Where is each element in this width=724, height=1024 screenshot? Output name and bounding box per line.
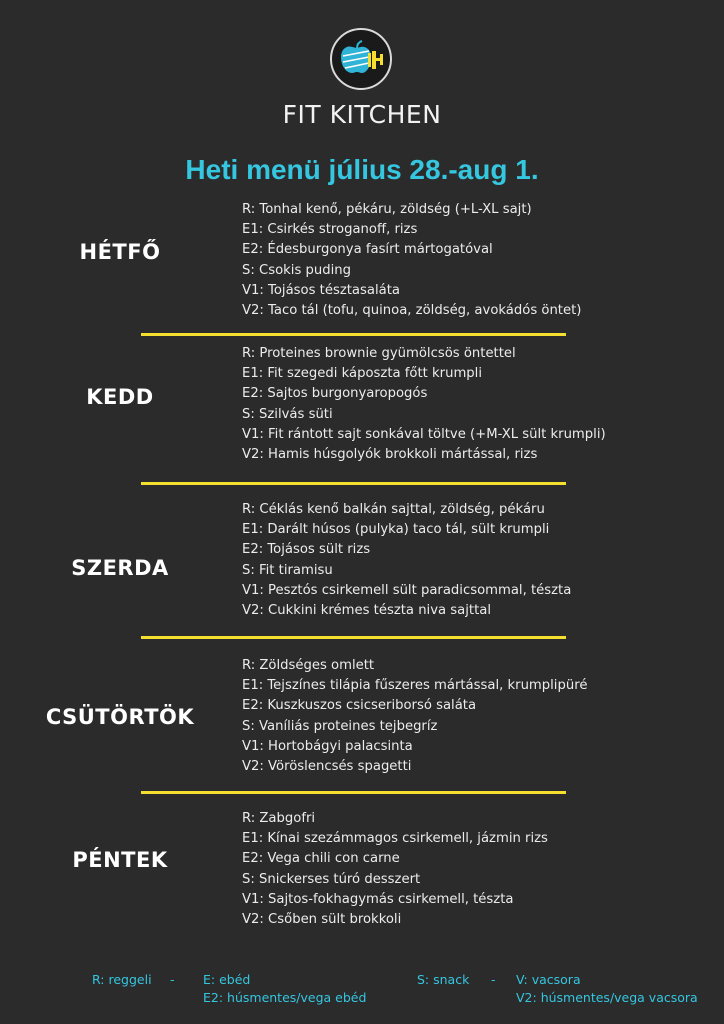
meal-item: V2: Csőben sült brokkoli <box>242 912 402 928</box>
meal-item: E2: Édesburgonya fasírt mártogatóval <box>242 242 493 258</box>
meal-item: S: Csokis puding <box>242 262 352 278</box>
meal-item: S: Fit tiramisu <box>242 562 333 578</box>
legend-reggeli: R: reggeli <box>92 972 152 987</box>
meal-item: S: Szilvás süti <box>242 406 333 422</box>
meal-item: V2: Cukkini krémes tészta niva sajttal <box>242 603 491 619</box>
legend-vacsora-vega: V2: húsmentes/vega vacsora <box>516 990 698 1005</box>
meal-item: V1: Sajtos-fokhagymás csirkemell, tészta <box>242 891 514 907</box>
brand-logo <box>330 28 392 90</box>
separator-line <box>141 482 566 485</box>
meal-item: E2: Kuszkuszos csicseriborsó saláta <box>242 698 477 714</box>
meal-item: V1: Pesztós csirkemell sült paradicsommal, tészta <box>242 582 572 598</box>
meal-item: V2: Hamis húsgolyók brokkoli mártással, rizs <box>242 447 538 463</box>
legend-snack: S: snack <box>417 972 470 987</box>
day-label-szerda: SZERDA <box>71 556 169 580</box>
meal-list-hetfo <box>242 200 712 321</box>
meal-item: R: Zabgofri <box>242 811 316 826</box>
meal-item: V1: Fit rántott sajt sonkával töltve (+M-XL sült krumpli) <box>242 426 606 442</box>
meal-item: V1: Tojásos tésztasaláta <box>242 282 400 298</box>
meal-item: S: Vaníliás proteines tejbegríz <box>242 718 438 734</box>
meal-list-szerda <box>242 500 712 621</box>
legend-vacsora: V: vacsora <box>516 972 581 987</box>
meal-item: R: Tonhal kenő, pékáru, zöldség (+L-XL sajt) <box>242 202 532 217</box>
meal-item: R: Proteines brownie gyümölcsös öntettel <box>242 346 516 361</box>
meal-item: R: Zöldséges omlett <box>242 658 375 673</box>
day-label-kedd: KEDD <box>86 385 154 409</box>
day-label-hetfo: HÉTFŐ <box>79 240 161 264</box>
meal-item: S: Snickerses túró desszert <box>242 871 421 887</box>
separator-line <box>141 333 566 336</box>
meal-item: R: Céklás kenő balkán sajttal, zöldség, pékáru <box>242 502 545 517</box>
meal-item: V2: Vöröslencsés spagetti <box>242 759 412 775</box>
meal-item: E1: Kínai szezámmagos csirkemell, jázmin rizs <box>242 831 548 847</box>
day-label-pentek: PÉNTEK <box>72 848 168 872</box>
meal-list-pentek <box>242 809 712 930</box>
legend-dash: - <box>491 972 496 987</box>
meal-list-csutortok <box>242 656 712 777</box>
meal-item: E2: Sajtos burgonyaropogós <box>242 386 428 402</box>
meal-list-kedd <box>242 344 712 465</box>
meal-item: E2: Vega chili con carne <box>242 851 400 867</box>
legend-ebed: E: ebéd <box>203 972 251 987</box>
apple-dumbbell-icon <box>338 39 384 79</box>
meal-item: E1: Csirkés stroganoff, rizs <box>242 222 418 238</box>
separator-line <box>141 791 566 794</box>
separator-line <box>141 636 566 639</box>
meal-item: E2: Tojásos sült rizs <box>242 542 371 558</box>
legend-dash: - <box>170 972 175 987</box>
meal-item: E1: Darált húsos (pulyka) taco tál, sült krumpli <box>242 522 550 538</box>
meal-item: V2: Taco tál (tofu, quinoa, zöldség, avokádós öntet) <box>242 303 582 319</box>
brand-name: FIT KITCHEN <box>282 100 442 129</box>
day-label-csutortok: CSÜTÖRTÖK <box>45 705 195 729</box>
legend-ebed-vega: E2: húsmentes/vega ebéd <box>203 990 367 1005</box>
page-title: Heti menü július 28.-aug 1. <box>185 154 539 185</box>
meal-item: E1: Fit szegedi káposzta főtt krumpli <box>242 366 482 382</box>
meal-item: V1: Hortobágyi palacsinta <box>242 738 413 754</box>
meal-item: E1: Tejszínes tilápia fűszeres mártással, krumplipüré <box>242 678 588 694</box>
